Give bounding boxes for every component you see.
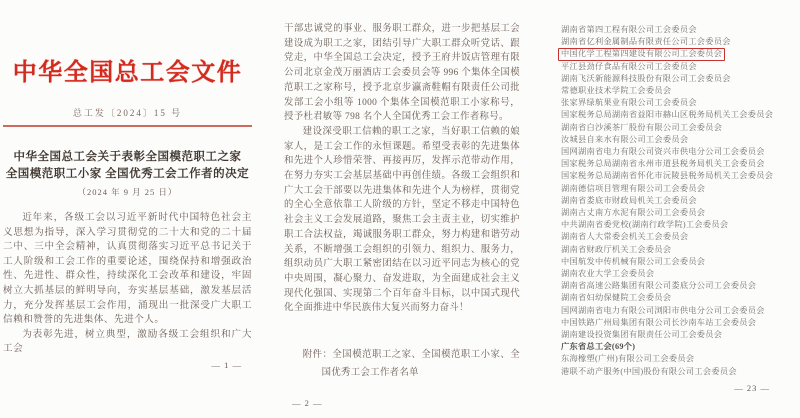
list-item bbox=[561, 244, 800, 256]
list-item-text: 湖南省白沙溪茶厂股份有限公司工会委员会 bbox=[561, 122, 723, 132]
list-item-text: 湖南建设投资集团有限责任公司工会委员会 bbox=[561, 330, 723, 340]
list-item bbox=[561, 122, 800, 134]
section-header: 广东省总工会(69个) bbox=[561, 342, 636, 352]
list-item-text: 汝城县自来水有限公司工会委员会 bbox=[561, 134, 689, 144]
list-item-text: 湖南省妇幼保健院工会委员会 bbox=[561, 293, 672, 303]
document-title bbox=[3, 149, 252, 183]
list-item-text: 国网湖南省电力有限公司资兴市供电分公司工会委员会 bbox=[561, 147, 765, 157]
page-3 bbox=[548, 0, 800, 418]
list-item bbox=[561, 231, 800, 243]
list-item-text: 张家界绿航果业有限公司工会委员会 bbox=[561, 98, 697, 108]
list-item-text: 国家税务总局湖南省怀化市沅陵县税务局机关工会委员会 bbox=[561, 171, 774, 181]
list-item-text: 中国铁路广州局集团有限公司长沙南车站工会委员会 bbox=[561, 317, 757, 327]
title-line-1: 中华全国总工会关于表彰全国模范职工之家 bbox=[13, 151, 242, 163]
attachment-note: 附件：全国模范职工之家、全国模范职工小家、全国优秀工会工作者名单 bbox=[302, 350, 520, 379]
document-date: （2024 年 9 月 25 日） bbox=[77, 187, 178, 197]
list-item-text: 国家税务总局湖南省益阳市赫山区税务局机关工会委员会 bbox=[561, 110, 774, 120]
list-item-text: 常德职业技术学院工会委员会 bbox=[561, 86, 672, 96]
list-item bbox=[561, 97, 800, 109]
list-item-text: 中国航发中传机械有限公司工会委员会 bbox=[561, 256, 706, 266]
list-item-text: 湖南省亿利金属制品有限责任公司工会委员会 bbox=[561, 37, 731, 47]
list-item bbox=[561, 24, 800, 36]
page-1 bbox=[0, 0, 256, 418]
list-item-text: 港联不动产服务(中国)股份有限公司工会委员会 bbox=[561, 366, 737, 376]
page2-body bbox=[284, 22, 520, 316]
list-item bbox=[561, 329, 800, 341]
list-item-text: 湖南省娄底市财政局机关工会委员会 bbox=[561, 195, 697, 205]
list-item-text: 东海橡塑(广州)有限公司工会委员会 bbox=[561, 354, 695, 364]
list-item bbox=[561, 317, 800, 329]
page3-number: — 23 — bbox=[734, 382, 770, 393]
list-item bbox=[561, 61, 800, 73]
list-item-text: 湖南省财政厅机关工会委员会 bbox=[561, 244, 672, 254]
page-2 bbox=[284, 0, 520, 418]
doc-number: 总工发〔2024〕15 号 bbox=[72, 108, 183, 118]
document-masthead: 中华全国总工会文件 bbox=[12, 60, 243, 86]
page2-number: — 2 — bbox=[292, 398, 323, 409]
list-item bbox=[561, 170, 800, 182]
list-item-text: 湖南省人大常委会机关工会委员会 bbox=[561, 232, 689, 242]
red-divider bbox=[3, 125, 252, 127]
page1-body bbox=[3, 211, 252, 357]
paragraph: 干部忠诚党的事业、服务职工群众，进一步把基层工会建设成为职工之家，团结引导广大职工群众听党话、跟党走，中华全国总工会决定，授予王府井饭店管理有限公司北京金茂万丽酒店工会委员会等 996 个集体全国模范职工之家称号，授予北京步瀛斋鞋帽有限责任公司批发部工会小组等 1000 个集体全国模范职工小家称号，授予杜君敏等 798 名个人全国优秀工会工作者称号。 bbox=[284, 24, 520, 123]
title-line-2: 全国模范职工小家 全国优秀工会工作者的决定 bbox=[5, 168, 250, 180]
list-item bbox=[561, 341, 800, 353]
list-item bbox=[561, 219, 800, 231]
list-item-text: 国网湖南省电力有限公司浏阳市供电分公司工会委员会 bbox=[561, 305, 765, 315]
list-item-text: 中共湖南省委党校(湖南行政学院)工会委员会 bbox=[561, 220, 729, 230]
list-item bbox=[561, 134, 800, 146]
list-item bbox=[561, 256, 800, 268]
list-item bbox=[561, 207, 800, 219]
list-item-text: 国家税务总局湖南省永州市道县税务局机关工会委员会 bbox=[561, 159, 765, 169]
list-item-text: 湖南飞沃新能源科技股份有限公司工会委员会 bbox=[561, 73, 731, 83]
list-item bbox=[561, 353, 800, 365]
paragraph: 建设深受职工信赖的职工之家，当好职工信赖的娘家人，是工会工作的永恒课题。希望受表彰的先进集体和先进个人珍惜荣誉、再接再厉，发挥示范带动作用，在努力夯实工会基层基础中再创佳绩。各级工会组织和广大工会干部要以先进集体和先进个人为榜样，贯彻党的全心全意依靠工人阶级的方针，坚定不移走中国特色社会主义工会发展道路，聚焦工会主责主业，切实维护职工合法权益，竭诚服务职工群众，努力构建和谐劳动关系，不断增强工会组织的引领力、组织力、服务力，组织动员广大职工紧密团结在以习近平同志为核心的党中央周围，凝心聚力、奋发进取，为全面建成社会主义现代化强国、实现第二个百年奋斗目标，以中国式现代化全面推进中华民族伟大复兴而努力奋斗！ bbox=[284, 126, 520, 314]
award-list bbox=[561, 24, 800, 378]
list-item bbox=[561, 48, 800, 60]
list-item bbox=[561, 146, 800, 158]
list-item-text: 湖南古丈南方水泥有限公司工会委员会 bbox=[561, 208, 706, 218]
list-item bbox=[561, 305, 800, 317]
list-item bbox=[561, 280, 800, 292]
list-item-text: 平江县劲仔食品有限公司工会委员会 bbox=[561, 61, 697, 71]
list-item-text: 湖南省高速公路集团有限公司娄底分公司工会委员会 bbox=[561, 281, 757, 291]
list-item bbox=[561, 195, 800, 207]
list-item bbox=[561, 366, 800, 378]
highlighted-item: 中国化学工程第四建设有限公司工会委员会 bbox=[558, 48, 725, 60]
list-item bbox=[561, 36, 800, 48]
paragraph: 近年来，各级工会以习近平新时代中国特色社会主义思想为指导，深入学习贯彻党的二十大和党的二十届二中、三中全会精神，认真贯彻落实习近平总书记关于工人阶级和工会工作的重要论述，围绕保持和增强政治性、先进性、群众性，持续深化工会改革和建设，牢固树立大抓基层的鲜明导向，夯实基层基础，激发基层活力，充分发挥基层工会作用，涌现出一批深受广大职工信赖和赞誉的先进集体、先进个人。 bbox=[3, 212, 252, 326]
list-item bbox=[561, 292, 800, 304]
list-item bbox=[561, 85, 800, 97]
list-item bbox=[561, 158, 800, 170]
list-item-text: 湖南农业大学工会委员会 bbox=[561, 269, 655, 279]
list-item bbox=[561, 268, 800, 280]
page1-number: — 1 — bbox=[211, 359, 242, 370]
list-item-text: 湖南省第四工程有限公司工会委员会 bbox=[561, 25, 697, 34]
list-item bbox=[561, 109, 800, 121]
list-item bbox=[561, 183, 800, 195]
list-item-text: 湖南德信项目管理有限公司工会委员会 bbox=[561, 183, 706, 193]
list-item bbox=[561, 73, 800, 85]
paragraph: 为表彰先进，树立典型，激励各级工会组织和广大工会 bbox=[3, 328, 252, 355]
